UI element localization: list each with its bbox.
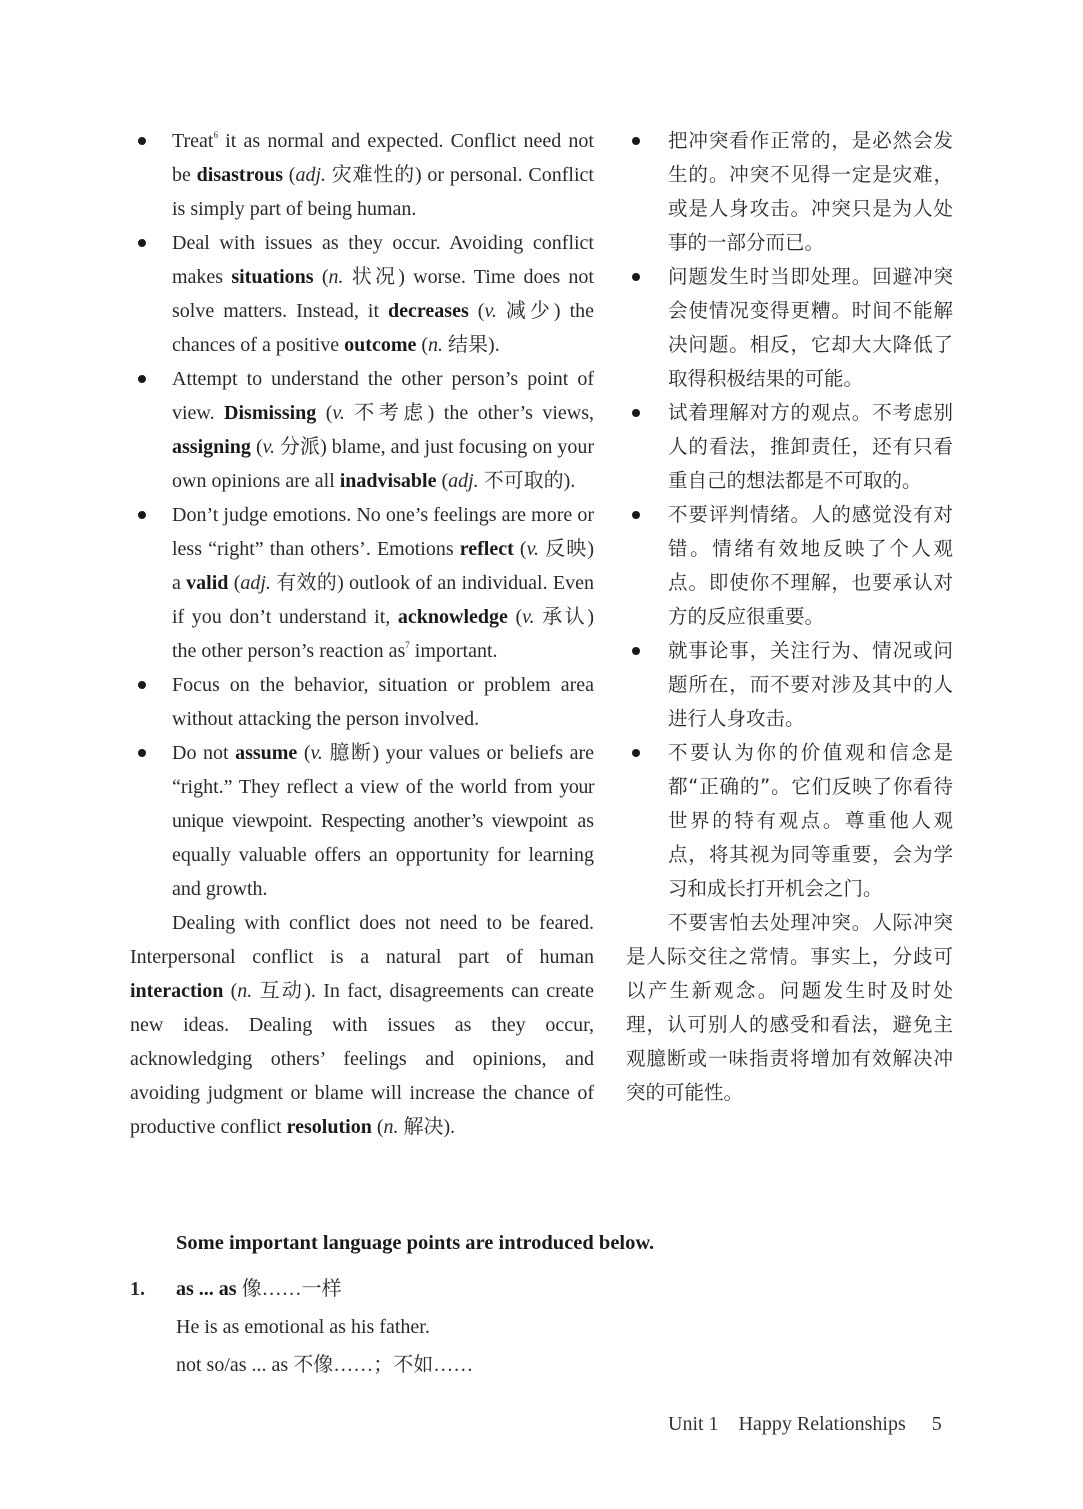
chinese-bullet-3: 试着理解对方的观点。不考虑别人的看法，推卸责任，还有只看重自己的想法都是不可取的。 — [626, 396, 953, 498]
chinese-bullet-6: 不要认为你的价值观和信念是都“正确的”。它们反映了你看待世界的特有观点。尊重他人观点，将其视为同等重要，会为学习和成长打开机会之门。 — [626, 736, 953, 906]
vocab-term: interaction — [130, 980, 224, 1002]
footnote-ref-6: 6 — [213, 130, 218, 140]
vocab-term: acknowledge — [397, 606, 508, 628]
page-footer — [668, 1413, 942, 1436]
chinese-closing-paragraph: 不要害怕去处理冲突。人际冲突是人际交往之常情。事实上，分歧可以产生新观念。问题发生时及时处理，认可别人的感受和看法，避免主观臆断或一味指责将增加有效解决冲突的可能性。 — [626, 911, 953, 1104]
vocab-term: situations — [231, 266, 314, 288]
english-bullet-2: Deal with issues as they occur. Avoiding conflict makes situations (n. 状况) worse. Time does not solve matters. Instead, it decreases (v. 减少) the chances of a positive outcome (n. 结果). — [130, 226, 594, 362]
footer-unit-title: Unit 1 Happy Relationships — [668, 1413, 906, 1435]
page-number: 5 — [931, 1413, 942, 1435]
vocab-term: reflect — [459, 538, 514, 560]
vocab-term: disastrous — [196, 164, 283, 186]
language-point-term: as ... as — [176, 1278, 237, 1300]
language-points-heading: Some important language points are introduced below. — [176, 1232, 655, 1254]
chinese-bullet-1: 把冲突看作正常的，是必然会发生的。冲突不见得一定是灾难，或是人身攻击。冲突只是为人处事的一部分而已。 — [626, 124, 953, 260]
english-bullet-5: Focus on the behavior, situation or problem area without attacking the person involved. — [130, 668, 594, 736]
language-point-term-line — [176, 1270, 736, 1308]
chinese-bullet-5: 就事论事，关注行为、情况或问题所在，而不要对涉及其中的人进行人身攻击。 — [626, 634, 953, 736]
language-point-example: He is as emotional as his father. — [176, 1316, 430, 1338]
language-point-number: 1. — [130, 1278, 145, 1300]
english-column — [130, 124, 594, 1144]
english-closing-paragraph: Dealing with conflict does not need to be feared. Interpersonal conflict is a natural part of human interaction (n. 互动). In fact, disagreements can create new ideas. Dealing with issues as they occur, acknowledging others’ feelings and opinions, and avoiding judgment or blame will increase the chance of productive conflict resolution (n. 解决). — [130, 912, 594, 1138]
vocab-term: decreases — [388, 300, 469, 322]
english-bullet-list — [130, 124, 594, 906]
vocab-term: Dismissing — [224, 402, 317, 424]
vocab-term: assigning — [172, 436, 251, 458]
vocab-term: resolution — [286, 1116, 372, 1138]
english-bullet-3: Attempt to understand the other person’s point of view. Dismissing (v. 不考虑) the other’s views, assigning (v. 分派) blame, and just focusing on your own opinions are all inadvisable (adj. 不可取的). — [130, 362, 594, 498]
footnote-ref-7: 7 — [405, 640, 410, 650]
chinese-column — [626, 124, 953, 1110]
vocab-term: inadvisable — [339, 470, 437, 492]
vocab-term: valid — [186, 572, 229, 594]
english-bullet-6: Do not assume (v. 臆断) your values or beliefs are “right.” They reflect a view of the world from your unique viewpoint. Respecting another’s viewpoint as equally valuable offers an opportunity for learning and growth. — [130, 736, 594, 906]
english-bullet-4: Don’t judge emotions. No one’s feelings are more or less “right” than others’. Emotions reflect (v. 反映) a valid (adj. 有效的) outlook of an individual. Even if you don’t understand it, acknowledge (v. 承认) the other person’s reaction $as^7$ important. — [130, 498, 594, 668]
language-point-meaning: 像……一样 — [236, 1278, 342, 1300]
language-point-variant: not so/as ... as 不像……；不如…… — [176, 1354, 474, 1376]
chinese-bullet-4: 不要评判情绪。人的感觉没有对错。情绪有效地反映了个人观点。即使你不理解，也要承认对方的反应很重要。 — [626, 498, 953, 634]
english-bullet-1: Treat$^6$ it as normal and expected. Conflict need not be disastrous (adj. 灾难性的) or personal. Conflict is simply part of being human. — [130, 124, 594, 226]
vocab-term: outcome — [344, 334, 417, 356]
chinese-bullet-2: 问题发生时当即处理。回避冲突会使情况变得更糟。时间不能解决问题。相反，它却大大降低了取得积极结果的可能。 — [626, 260, 953, 396]
chinese-bullet-list — [626, 124, 953, 906]
vocab-term: assume — [235, 742, 298, 764]
